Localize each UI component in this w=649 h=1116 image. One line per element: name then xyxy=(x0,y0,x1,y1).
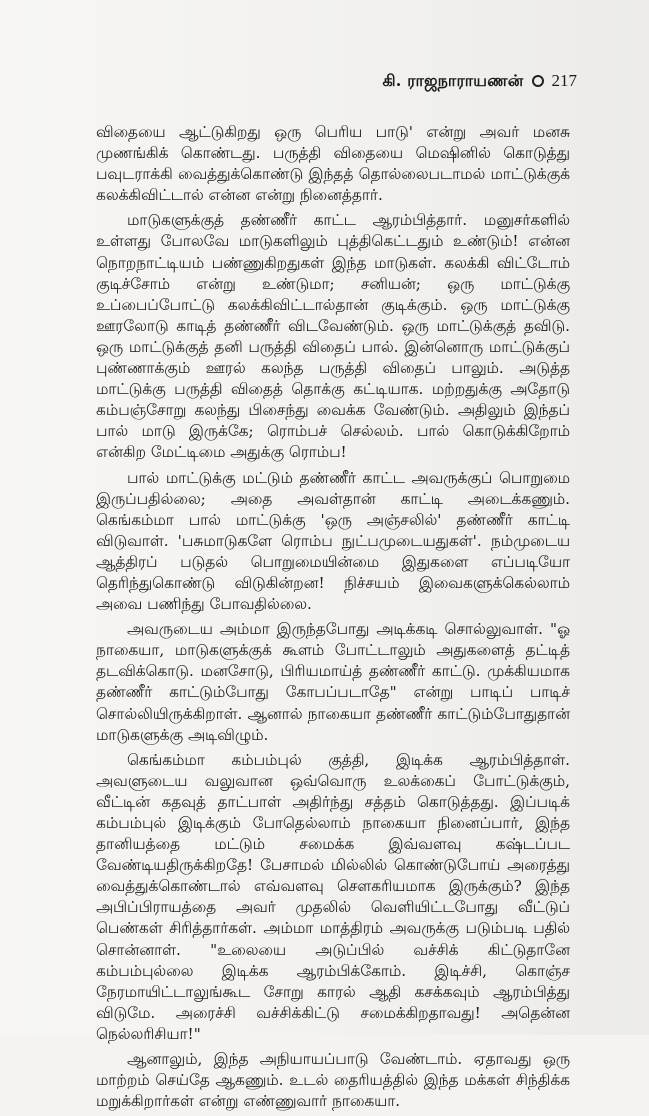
body-paragraph: கெங்கம்மா கம்பம்புல் குத்தி, இடிக்க ஆரம்பித்தாள். அவளுடைய வலுவான ஒவ்வொரு உலக்கைப் போட்டுக்கும், வீட்டின் கதவுத் தாட்பாள் அதிர்ந்து சத்தம் கொடுத்தது. இப்படிக் கம்பம்புல் இடிக்கும் போதெல்லாம் நாகையா நினைப்பார், இந்த தானியத்தை மட்டும் சமைக்க இவ்வளவு கஷ்டப்பட வேண்டியதிருக்கிறதே! பேசாமல் மில்லில் கொண்டுபோய் அரைத்து வைத்துக்கொண்டால் எவ்வளவு சௌகரியமாக இருக்கும்? இந்த அபிப்பிராயத்தை அவர் முதலில் வெளியிட்டபோது வீட்டுப் பெண்கள் சிரித்தார்கள். அம்மா மாத்திரம் அவருக்கு படும்படி பதில் சொன்னாள். "உலையை அடுப்பில் வச்சிக் கிட்டுதானே கம்பம்புல்லை இடிக்க ஆரம்பிக்கோம். இடிச்சி, கொஞ்ச நேரமாயிட்டாலுங்கூட சோறு காரல் ஆதி கசக்கவும் ஆரம்பித்து விடுமே. அரைச்சி வச்சிக்கிட்டு சமைக்கிறதாவது! அதென்ன நெல்லரிசியா!" xyxy=(96,750,570,1043)
author-name: கி. ராஜநாராயணன் xyxy=(382,70,524,90)
circle-divider-icon xyxy=(532,75,544,87)
body-paragraph: அவருடைய அம்மா இருந்தபோது அடிக்கடி சொல்லுவாள். "ஓ நாகையா, மாடுகளுக்குக் கூளம் போட்டாலும் அதுகளைத் தட்டித் தடவிக்கொடு. மனசோடு, பிரியமாய்த் தண்ணீர் காட்டு. முக்கியமாக தண்ணீர் காட்டும்போது கோபப்படாதே" என்று பாடிப் பாடிச் சொல்லியிருக்கிறாள். ஆனால் நாகையா தண்ணீர் காட்டும்போதுதான் மாடுகளுக்கு அடிவிழும். xyxy=(96,620,570,744)
body-paragraph: ஆனாலும், இந்த அநியாயப்பாடு வேண்டாம். ஏதாவது ஒரு மாற்றம் செய்தே ஆகணும். உடல் தைரியத்தில் இந்த மக்கள் சிந்திக்க மறுக்கிறார்கள் என்று எண்ணுவார் நாகையா. xyxy=(96,1050,570,1111)
page-body xyxy=(96,122,570,1116)
body-paragraph: விதையை ஆட்டுகிறது ஒரு பெரிய பாடு' என்று அவர் மனசு முணங்கிக் கொண்டது. பருத்தி விதையை மெஷினில் கொடுத்து பவுடராக்கி வைத்துக்கொண்டு இந்தத் தொல்லைபடாமல் மாட்டுக்குக் கலக்கிவிட்டால் என்ன என்று நினைத்தார். xyxy=(96,123,570,205)
body-paragraph: மாடுகளுக்குத் தண்ணீர் காட்ட ஆரம்பித்தார். மனுசர்களில் உள்ளது போலவே மாடுகளிலும் புத்திகெட்டதும் உண்டும்! என்ன நொறநாட்டியம் பண்ணுகிறதுகள் இந்த மாடுகள். கலக்கி விட்டோம் குடிச்சோம் என்று உண்டுமா; சனியன்; ஒரு மாட்டுக்கு உப்பைப்போட்டு கலக்கிவிட்டால்தான் குடிக்கும். ஒரு மாட்டுக்கு ஊரலோடு காடித் தண்ணீர் விடவேண்டும். ஒரு மாட்டுக்குத் தவிடு. ஒரு மாட்டுக்குத் தனி பருத்தி விதைப் பால். இன்னொரு மாட்டுக்குப் புண்ணாக்கும் ஊரல் கலந்த பருத்தி விதைப் பாலும். அடுத்த மாட்டுக்கு பருத்தி விதைத் தொக்கு கட்டியாக. மற்றதுக்கு அதோடு கம்பஞ்சோறு கலந்து பிசைந்து வைக்க வேண்டும். அதிலும் இந்தப் பால் மாடு இருக்கே; ரொம்பச் செல்லம். பால் கொடுக்கிறோம் என்கிற மேட்டிமை அதுக்கு ரொம்ப! xyxy=(96,211,570,462)
body-paragraph: பால் மாட்டுக்கு மட்டும் தண்ணீர் காட்ட அவருக்குப் பொறுமை இருப்பதில்லை; அதை அவள்தான் காட்டி அடைக்கணும். கெங்கம்மா பால் மாட்டுக்கு 'ஒரு அஞ்சலில்' தண்ணீர் காட்டி விடுவாள். 'பசுமாடுகளே ரொம்ப நுட்பமுடையதுகள்'. நம்முடைய ஆத்திரப் படுதல் பொறுமையின்மை இதுகளை எப்படியோ தெரிந்துகொண்டு விடுகின்றன! நிச்சயம் இவைகளுக்கெல்லாம் அவை பணிந்து போவதில்லை. xyxy=(96,468,570,614)
page-number: 217 xyxy=(551,71,577,90)
running-header xyxy=(382,72,577,89)
